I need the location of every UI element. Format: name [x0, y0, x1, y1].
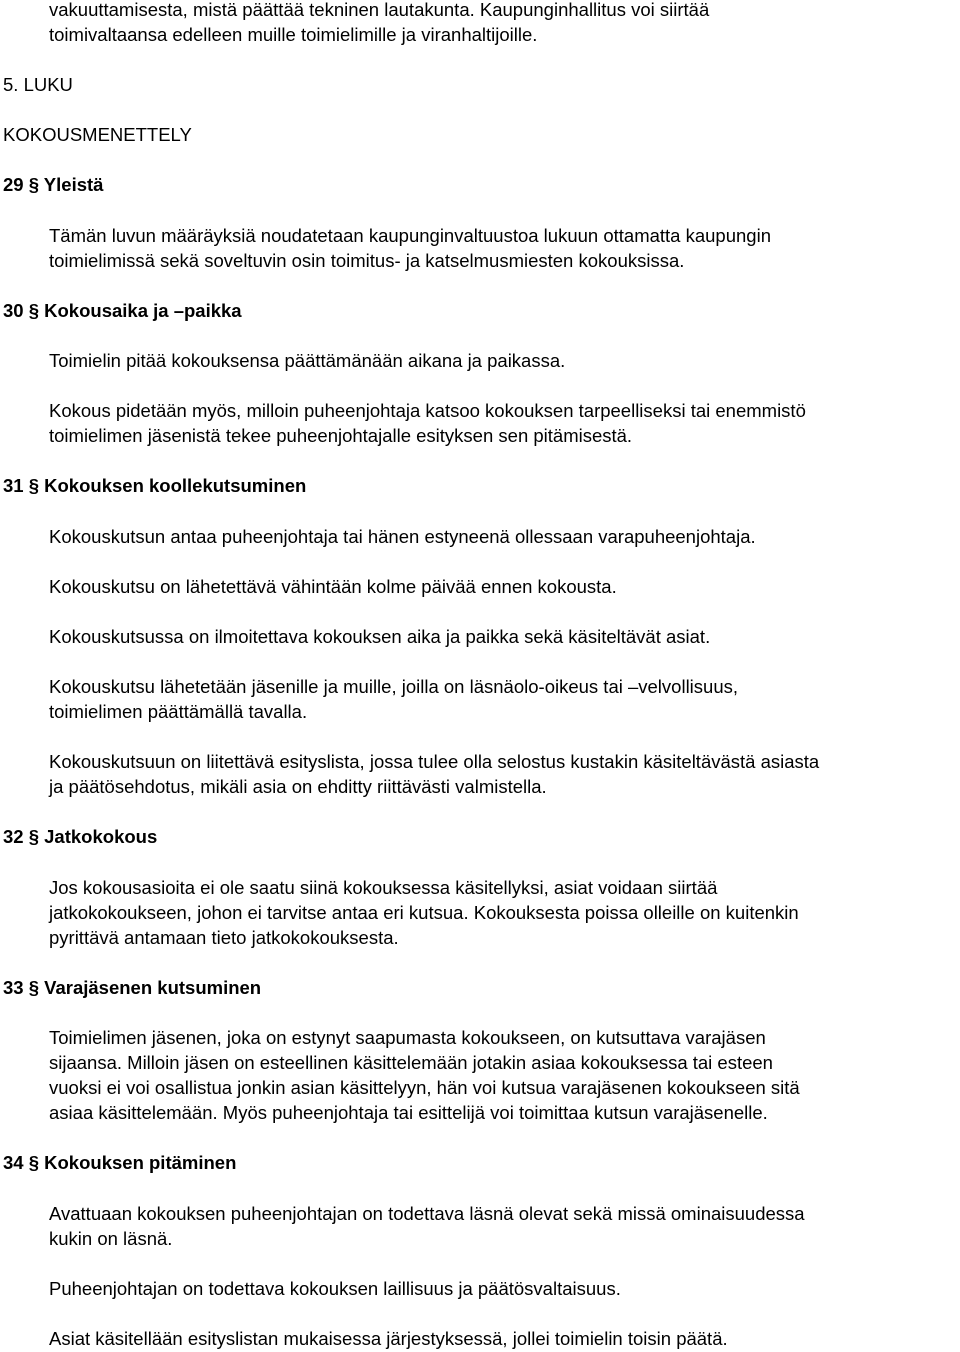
- paragraph-line: Toimielimen jäsenen, joka on estynyt saapumasta kokoukseen, on kutsuttava varajäsen: [49, 1027, 766, 1048]
- paragraph-line: Toimielin pitää kokouksensa päättämänään aikana ja paikassa.: [49, 350, 566, 371]
- chapter-number: 5. LUKU: [3, 74, 73, 95]
- paragraph-line: pyrittävä antamaan tieto jatkokokouksesta.: [49, 927, 399, 948]
- paragraph-line: Puheenjohtajan on todettava kokouksen laillisuus ja päätösvaltaisuus.: [49, 1278, 621, 1299]
- section-heading: 30 § Kokousaika ja –paikka: [3, 300, 242, 321]
- paragraph-line: toimielimissä sekä soveltuvin osin toimitus- ja katselmusmiesten kokouksissa.: [49, 250, 685, 271]
- paragraph-line: jatkokokoukseen, johon ei tarvitse antaa eri kutsua. Kokouksesta poissa olleille on kuitenkin: [49, 902, 799, 923]
- continued-text-line: vakuuttamisesta, mistä päättää tekninen lautakunta. Kaupunginhallitus voi siirtää: [49, 0, 710, 20]
- paragraph-line: Asiat käsitellään esityslistan mukaisessa järjestyksessä, jollei toimielin toisin päätä.: [49, 1328, 728, 1349]
- paragraph-line: Tämän luvun määräyksiä noudatetaan kaupunginvaltuustoa lukuun ottamatta kaupungin: [49, 225, 771, 246]
- section-heading: 29 § Yleistä: [3, 174, 104, 195]
- paragraph-line: Jos kokousasioita ei ole saatu siinä kokouksessa käsitellyksi, asiat voidaan siirtää: [49, 877, 718, 898]
- section-heading: 31 § Kokouksen koollekutsuminen: [3, 475, 307, 496]
- section-heading: 34 § Kokouksen pitäminen: [3, 1152, 237, 1173]
- paragraph-line: Kokous pidetään myös, milloin puheenjohtaja katsoo kokouksen tarpeelliseksi tai enemmistö: [49, 400, 806, 421]
- paragraph-line: Kokouskutsuun on liitettävä esityslista, jossa tulee olla selostus kustakin käsiteltävästä asiasta: [49, 751, 820, 772]
- paragraph-line: toimielimen jäsenistä tekee puheenjohtajalle esityksen sen pitämisestä.: [49, 425, 633, 446]
- section-heading: 32 § Jatkokokous: [3, 826, 158, 847]
- paragraph-line: Kokouskutsussa on ilmoitettava kokouksen aika ja paikka sekä käsiteltävät asiat.: [49, 626, 711, 647]
- paragraph-line: kukin on läsnä.: [49, 1228, 173, 1249]
- paragraph-line: Kokouskutsu on lähetettävä vähintään kolme päivää ennen kokousta.: [49, 576, 617, 597]
- paragraph-line: asiaa käsittelemään. Myös puheenjohtaja tai esittelijä voi toimittaa kutsun varajäsenelle.: [49, 1102, 768, 1123]
- continued-text-line: toimivaltaansa edelleen muille toimielimille ja viranhaltijoille.: [49, 24, 538, 45]
- paragraph-line: toimielimen päättämällä tavalla.: [49, 701, 308, 722]
- chapter-title: KOKOUSMENETTELY: [3, 124, 192, 145]
- paragraph-line: Kokouskutsu lähetetään jäsenille ja muille, joilla on läsnäolo-oikeus tai –velvollisuus,: [49, 676, 739, 697]
- paragraph-line: sijaansa. Milloin jäsen on esteellinen käsittelemään jotakin asiaa kokouksessa tai esteen: [49, 1052, 773, 1073]
- paragraph-line: Kokouskutsun antaa puheenjohtaja tai hänen estyneenä ollessaan varapuheenjohtaja.: [49, 526, 756, 547]
- paragraph-line: vuoksi ei voi osallistua jonkin asian käsittelyyn, hän voi kutsua varajäsenen kokoukseen sitä: [49, 1077, 800, 1098]
- paragraph-line: Avattuaan kokouksen puheenjohtajan on todettava läsnä olevat sekä missä ominaisuudessa: [49, 1203, 805, 1224]
- paragraph-line: ja päätösehdotus, mikäli asia on ehditty riittävästi valmistella.: [49, 776, 547, 797]
- section-heading: 33 § Varajäsenen kutsuminen: [3, 977, 262, 998]
